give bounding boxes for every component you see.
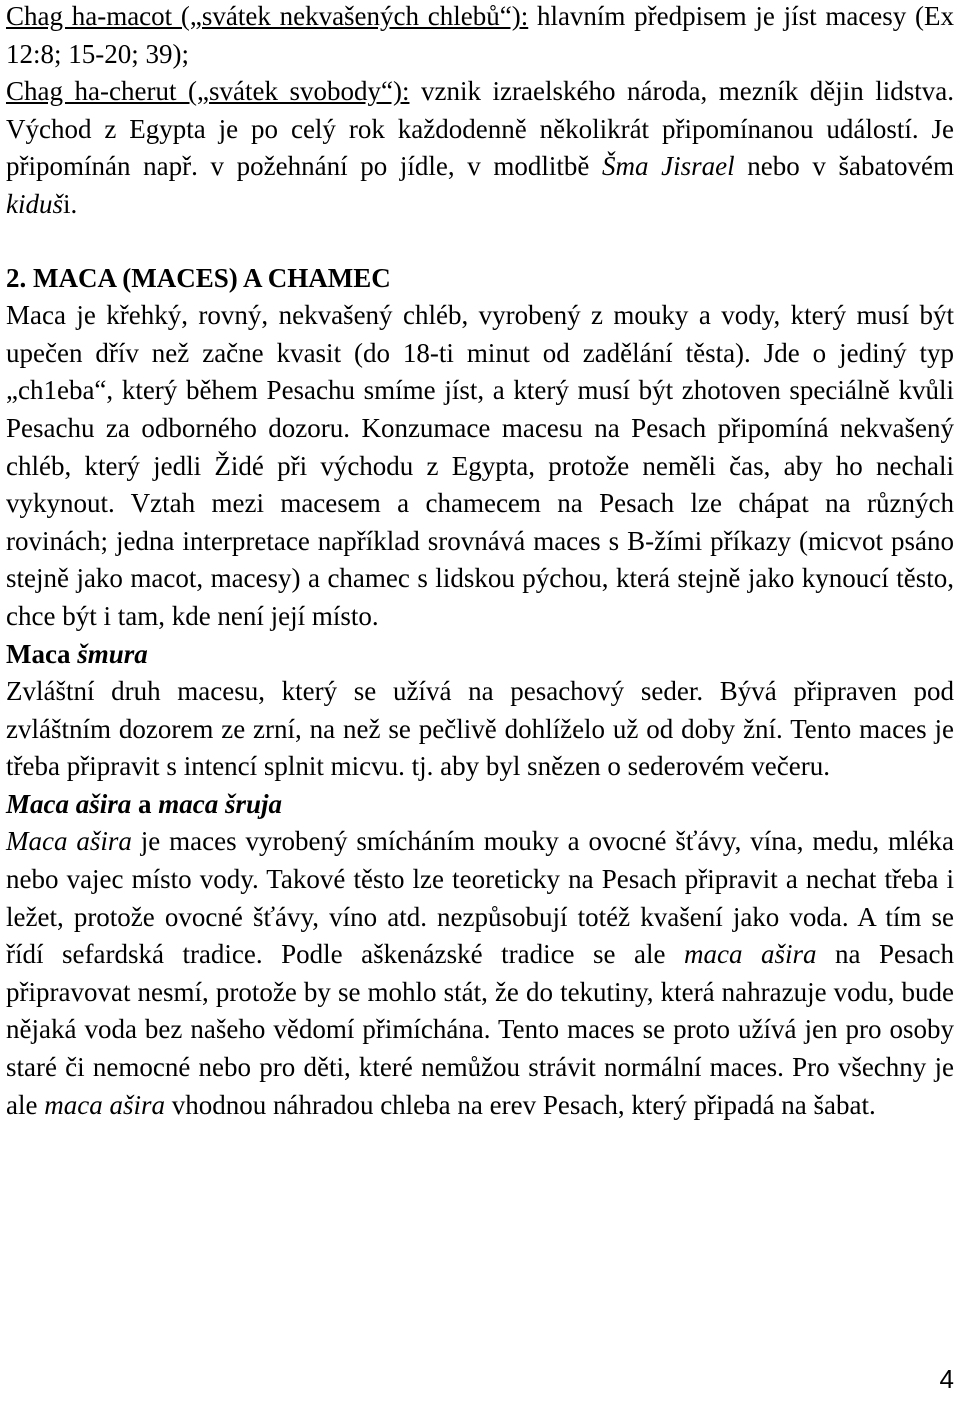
document-page bbox=[6, 0, 954, 1124]
section-heading: 2. MACA (MACES) A CHAMEC bbox=[6, 262, 391, 293]
page-number: 4 bbox=[939, 1364, 954, 1394]
intro-paragraph: Chag ha-macot („svátek nekvašených chlebů“): hlavním předpisem je jíst macesy (Ex 12:8; 15-20; 39); Chag ha-cherut („svátek svobody“): vznik izraelského národa, mezník dějin lidstva. Východ z Egypta je po celý rok každodenně několikrát připomínanou událostí. Je připomínán např. v požehnání po jídle, v modlitbě Šma Jisrael nebo v šabatovém kiduši. bbox=[6, 1, 955, 219]
maca-smura-paragraph: Zvláštní druh macesu, který se užívá na pesachový seder. Bývá připraven pod zvláštním dozorem ze zrní, na než se pečlivě dohlíželo už od doby žní. Tento maces je třeba připravit s intencí splnit micvu. tj. aby byl snězen o sederovém večeru. bbox=[6, 676, 954, 782]
term-sma-jisrael: Šma Jisrael bbox=[602, 151, 735, 182]
spacer bbox=[6, 224, 954, 260]
term-kidus: kiduš bbox=[6, 188, 63, 219]
term-chag-ha-cherut: Chag ha-cherut („svátek svobody“): bbox=[6, 76, 410, 107]
subheading-maca-smura: Maca šmura bbox=[6, 638, 148, 669]
subheading-maca-asira: Maca ašira a maca šruja bbox=[6, 788, 283, 819]
term-chag-ha-macot: Chag ha-macot („svátek nekvašených chlebů“): bbox=[6, 1, 529, 31]
section-paragraph: Maca je křehký, rovný, nekvašený chléb, vyrobený z mouky a vody, který musí být upečen dřív než začne kvasit (do 18-ti minut od zadělání těsta). Jde o jediný typ „ch1eba“, který během Pesachu smíme jíst, a který musí být zhotoven speciálně kvůli Pesachu za odborného dozoru. Konzumace macesu na Pesach připomíná nekvašený chléb, který jedli Židé při východu z Egypta, protože neměli čas, aby ho nechali vykynout. Vztah mezi macesem a chamecem na Pesach lze chápat na různých rovinách; jedna interpretace například srovnává maces s B-žími příkazy (micvot psáno stejně jako macot, macesy) a chamec s lidskou pýchou, která stejně jako kynoucí těsto, chce být i tam, kde není její místo. bbox=[6, 300, 954, 631]
maca-asira-paragraph: Maca ašira je maces vyrobený smícháním mouky a ovocné šťávy, vína, medu, mléka nebo vajec místo vody. Takové těsto lze teoreticky na Pesach připravit a nechat třeba i ležet, protože ovocné šťávy, víno atd. nezpůsobují totéž kvašení jako voda. A tím se řídí sefardská tradice. Podle aškenázské tradice se ale maca ašira na Pesach připravovat nesmí, protože by se mohlo stát, že do tekutiny, která nahrazuje vodu, bude nějaká voda bez našeho vědomí přimíchána. Tento maces se proto užívá jen pro osoby staré či nemocné nebo pro děti, které nemůžou strávit normální maces. Pro všechny je ale maca ašira vhodnou náhradou chleba na erev Pesach, který připadá na šabat. bbox=[6, 826, 954, 1120]
